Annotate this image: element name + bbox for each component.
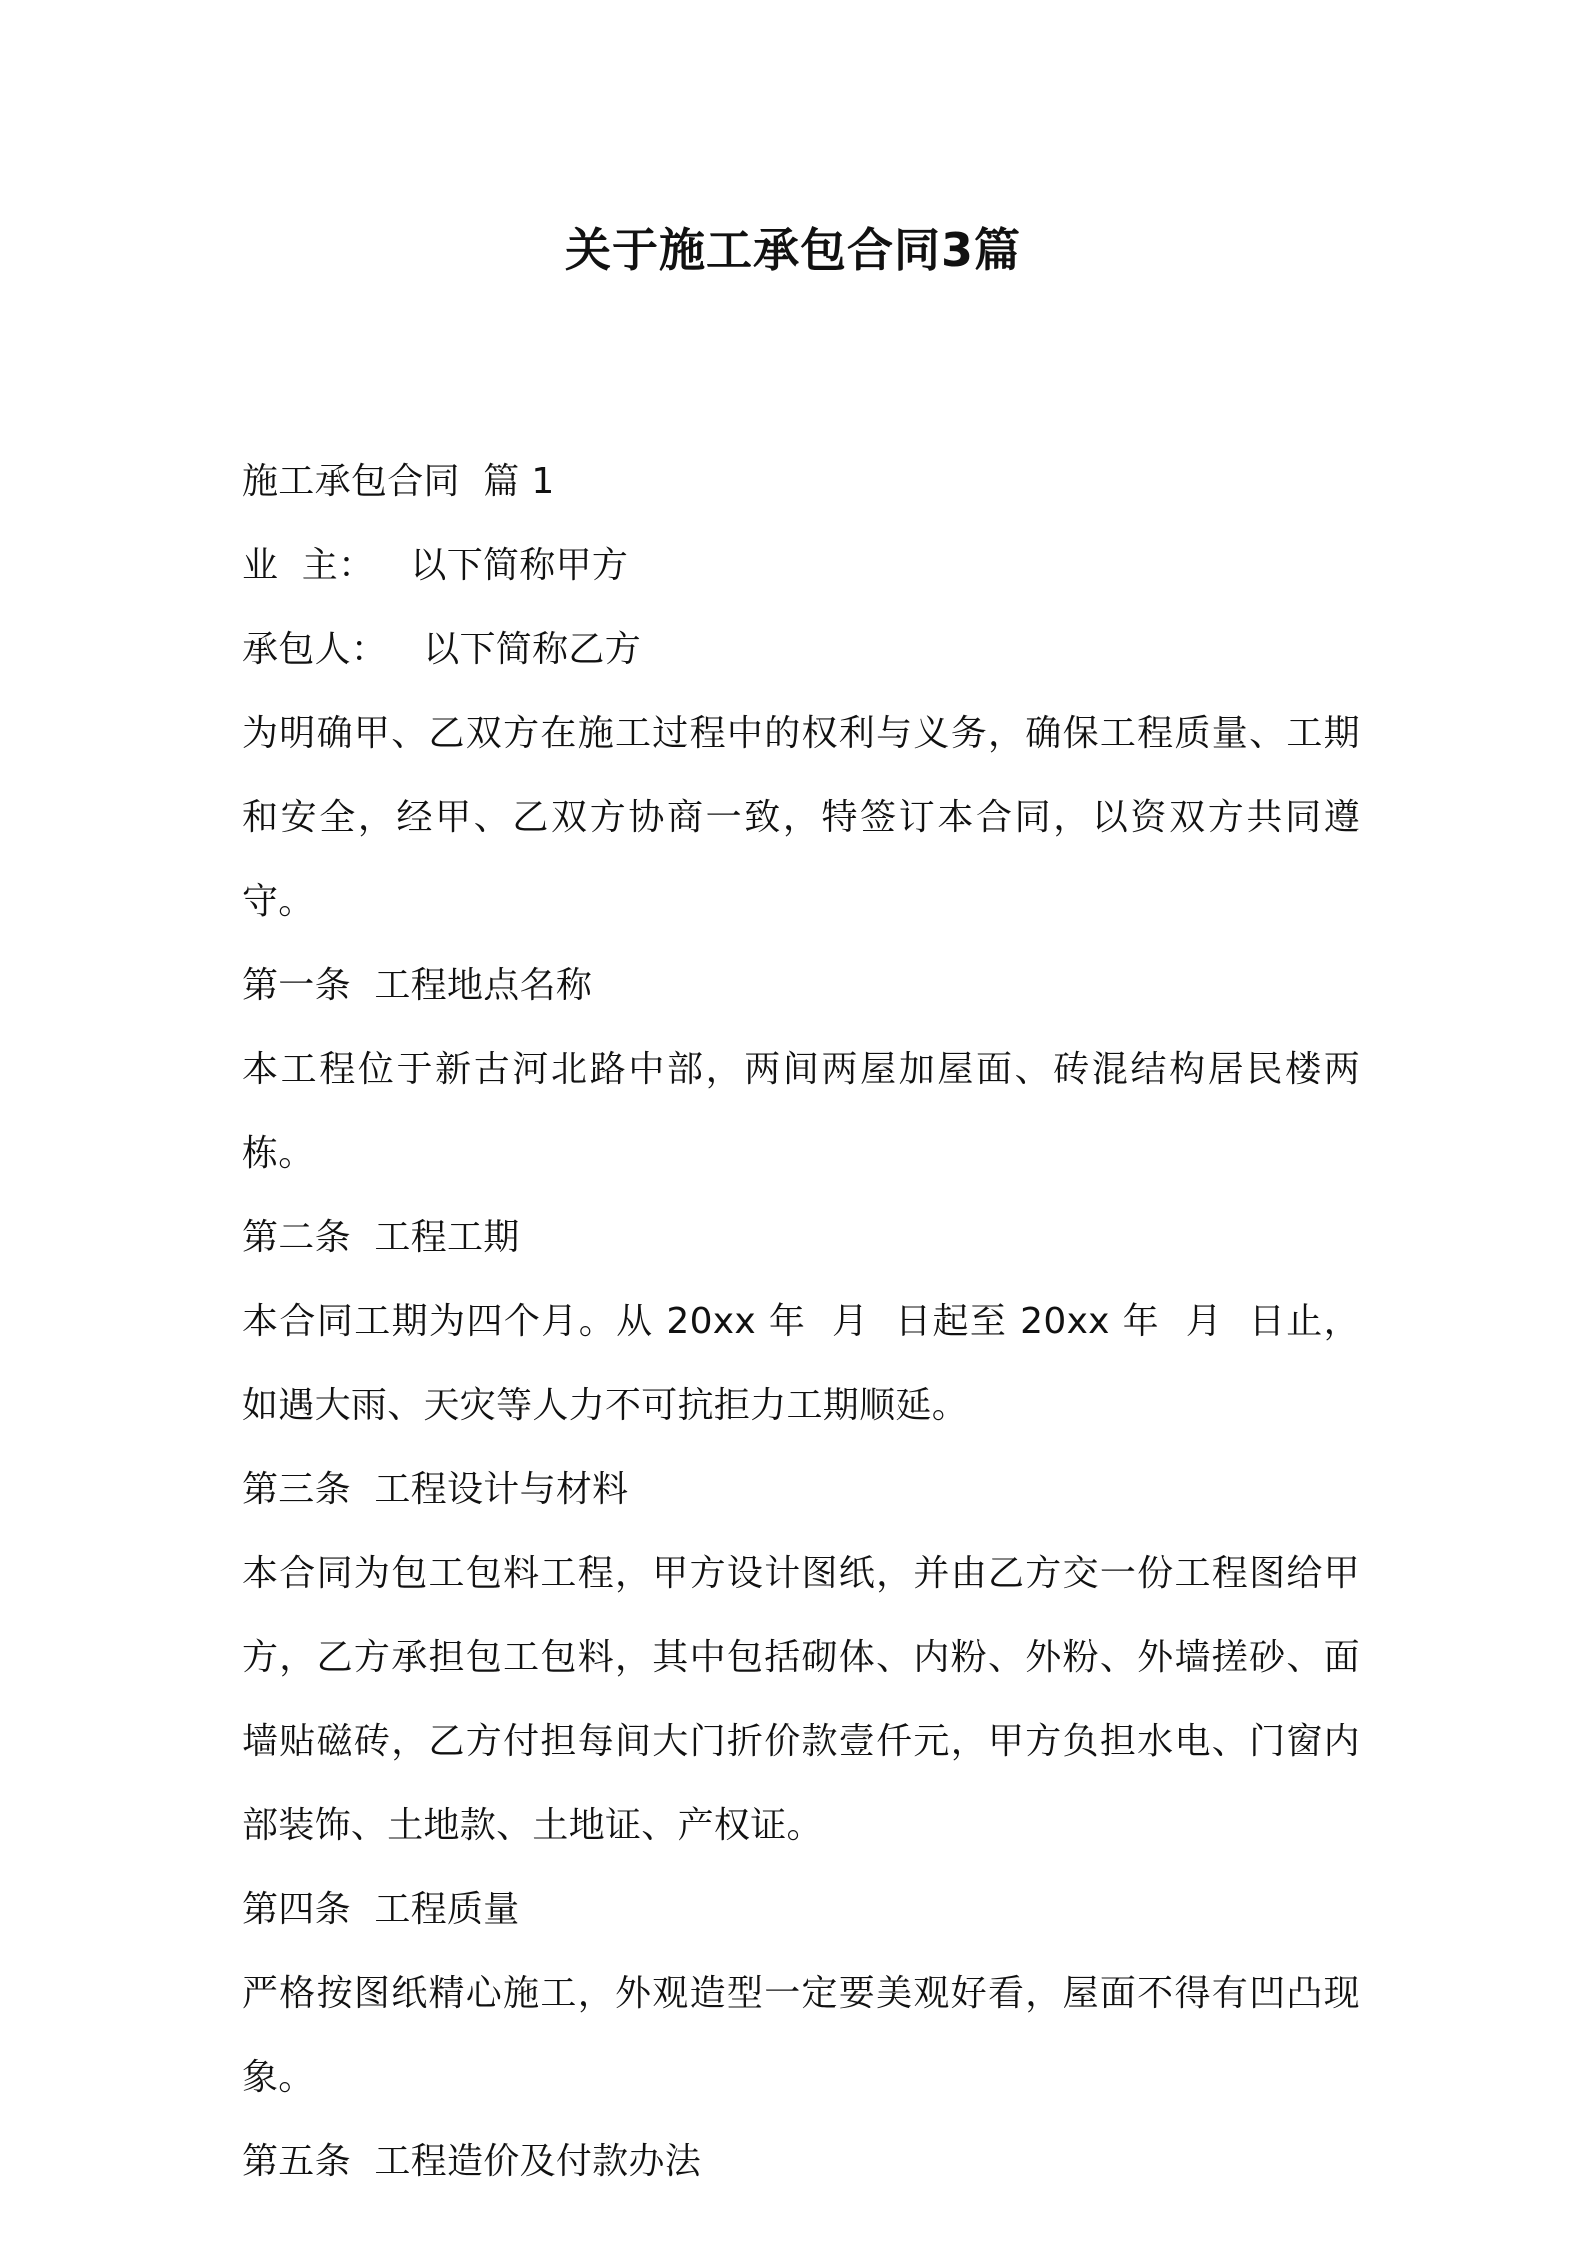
article-heading: 第五条 工程造价及付款办法 <box>242 2141 702 2182</box>
contractor-row <box>242 608 1360 692</box>
intro-paragraph: 为明确甲、乙双方在施工过程中的权利与义务，确保工程质量、工期和安全，经甲、乙双方协商一致，特签订本合同，以资双方共同遵守。 <box>242 713 1360 922</box>
owner-value: 以下简称甲方 <box>410 545 629 586</box>
article-text: 本合同工期为四个月。从 20xx 年 月 日起至 20xx 年 月 日止，如遇大雨、天灾等人力不可抗拒力工期顺延。 <box>242 1301 1360 1426</box>
document-title: 关于施工承包合同3篇 <box>564 223 1021 277</box>
article-heading: 第二条 工程工期 <box>242 1217 520 1258</box>
article-heading: 第一条 工程地点名称 <box>242 965 593 1006</box>
owner-row <box>242 524 1360 608</box>
section-title: 施工承包合同 篇 1 <box>242 461 555 502</box>
owner-label: 业 主： <box>242 545 375 586</box>
article-text: 本合同为包工包料工程，甲方设计图纸，并由乙方交一份工程图给甲方，乙方承担包工包料，其中包括砌体、内粉、外粉、外墙搓砂、面墙贴磁砖，乙方付担每间大门折价款壹仟元，甲方负担水电、门窗内部装饰、土地款、土地证、产权证。 <box>242 1553 1360 1846</box>
contractor-label: 承包人： <box>242 629 388 670</box>
article-text: 严格按图纸精心施工，外观造型一定要美观好看，屋面不得有凹凸现象。 <box>242 1973 1360 2098</box>
article-heading: 第三条 工程设计与材料 <box>242 1469 629 1510</box>
article-text: 本工程位于新古河北路中部，两间两屋加屋面、砖混结构居民楼两栋。 <box>242 1049 1360 1174</box>
contractor-value: 以下简称乙方 <box>423 629 642 670</box>
document-body <box>242 440 1360 2204</box>
article-heading: 第四条 工程质量 <box>242 1889 520 1930</box>
